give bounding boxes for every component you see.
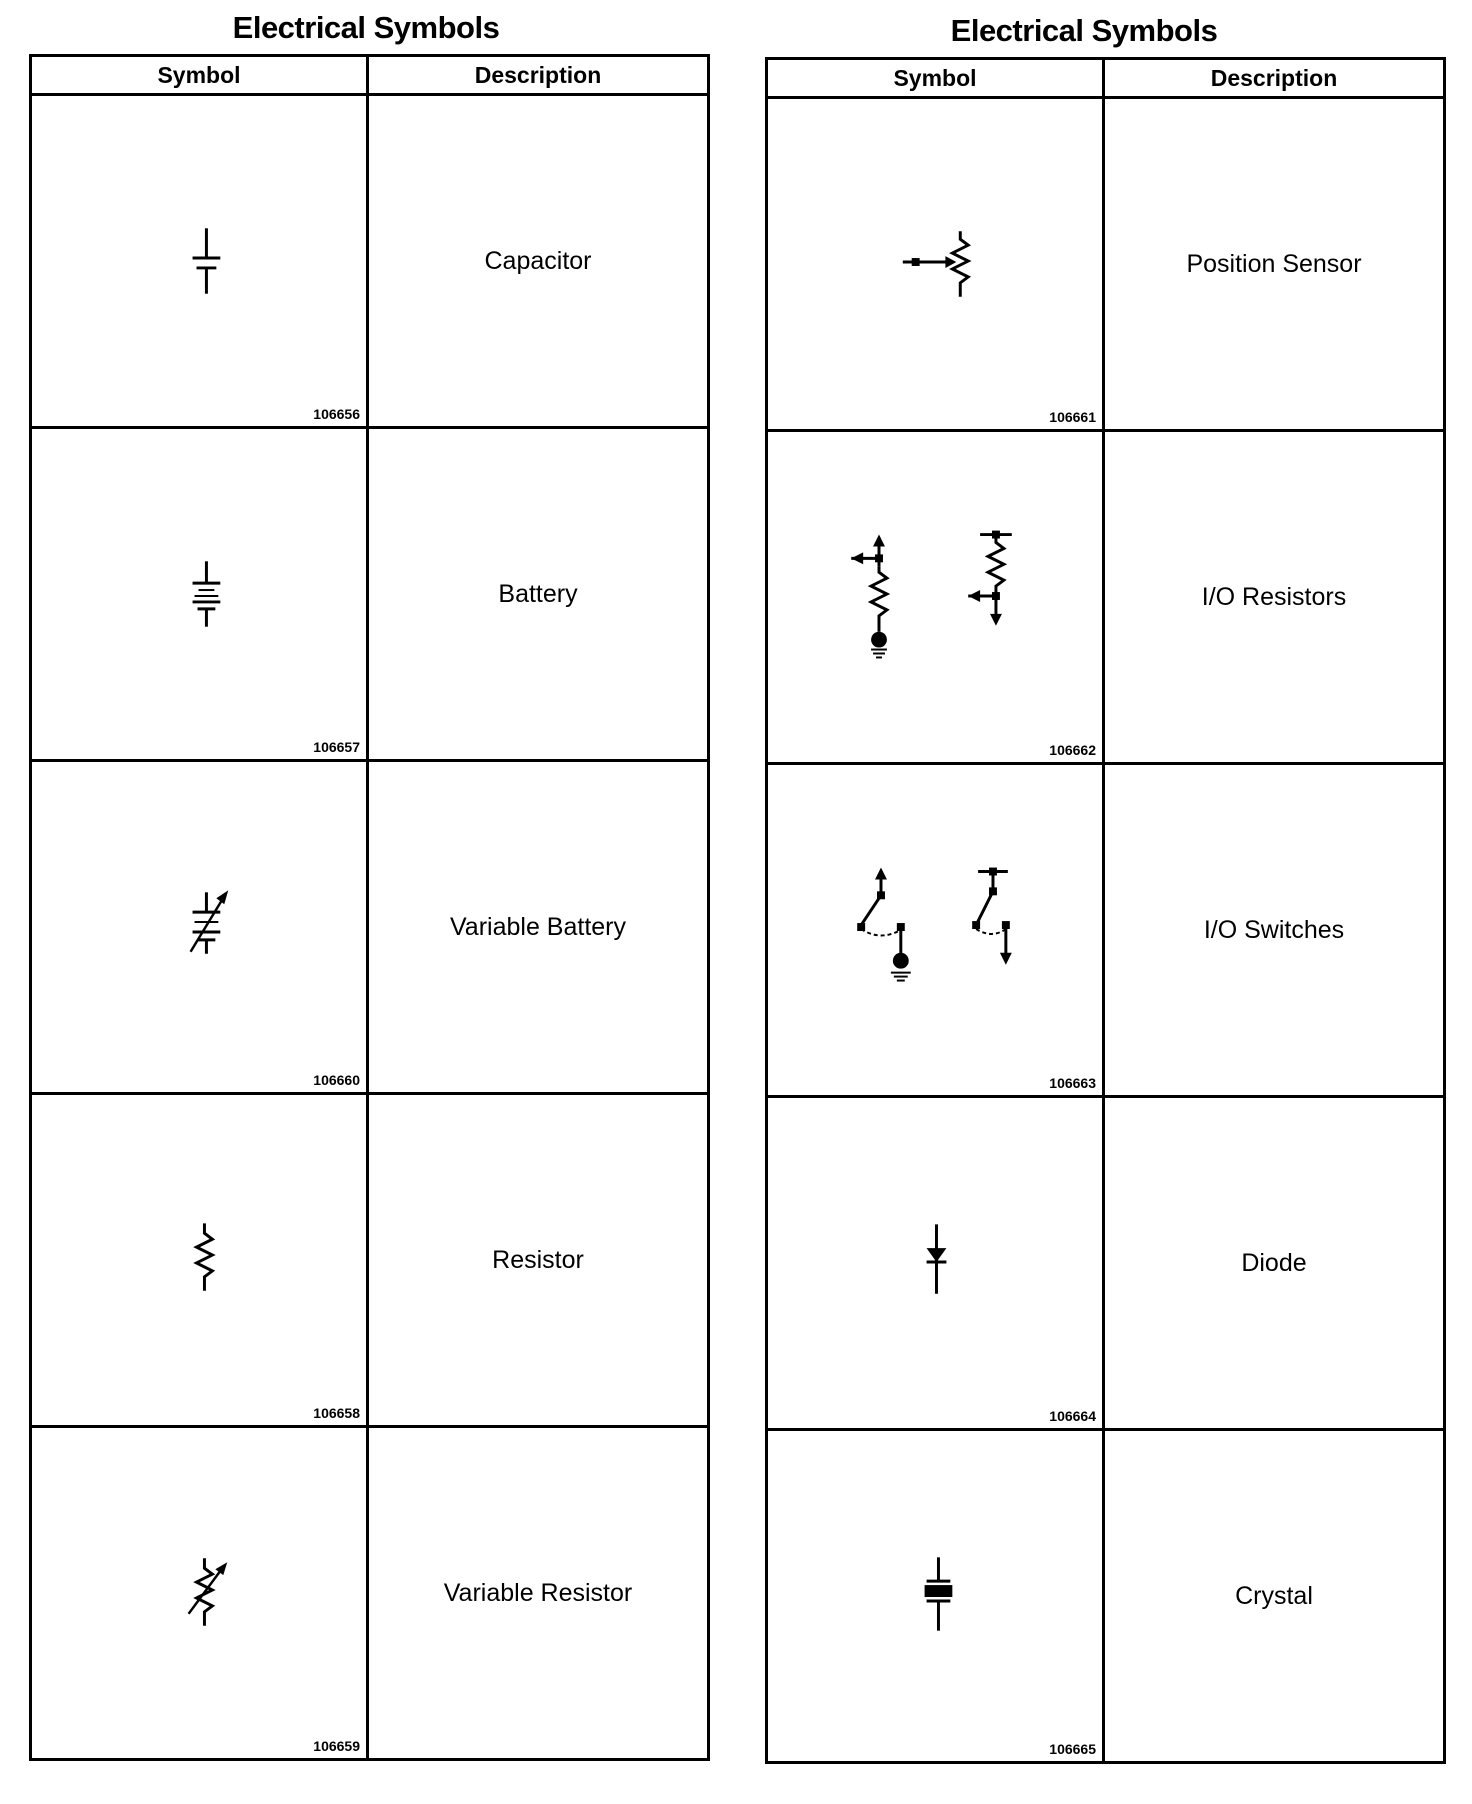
diode-icon [768,1098,1102,1428]
symbols-table [765,57,1446,1764]
symbol-cell [767,764,1104,1097]
table-row [767,98,1445,431]
symbol-cell [767,431,1104,764]
description-cell: Battery [368,428,709,761]
symbol-cell [767,98,1104,431]
table-row [31,761,709,1094]
table-row [767,1097,1445,1430]
right-panel [765,0,1443,1764]
description-cell: Variable Battery [368,761,709,1094]
symbol-column-header: Symbol [31,56,368,95]
panel-title: Electrical Symbols [950,13,1218,48]
figure-number: 106659 [313,1738,360,1754]
table-row [767,1430,1445,1763]
io-resistors-icon [768,432,1102,762]
position-sensor-icon [768,99,1102,429]
table-row [31,1427,709,1760]
figure-number: 106661 [1049,409,1096,425]
variable-resistor-icon [32,1428,366,1758]
figure-number: 106660 [313,1072,360,1088]
symbol-column-header: Symbol [767,59,1104,98]
description-cell: Resistor [368,1094,709,1427]
description-cell: I/O Resistors [1104,431,1445,764]
crystal-icon [768,1431,1102,1761]
symbols-table [29,54,710,1761]
symbol-cell [31,1094,368,1427]
table-header-row [767,59,1445,98]
description-cell: Diode [1104,1097,1445,1430]
figure-number: 106663 [1049,1075,1096,1091]
description-cell: Crystal [1104,1430,1445,1763]
table-row [767,431,1445,764]
description-column-header: Description [1104,59,1445,98]
figure-number: 106658 [313,1405,360,1421]
symbol-cell [767,1097,1104,1430]
description-cell: I/O Switches [1104,764,1445,1097]
io-switches-icon [768,765,1102,1095]
figure-number: 106665 [1049,1741,1096,1757]
symbol-cell [31,428,368,761]
figure-number: 106656 [313,406,360,422]
symbol-cell [31,95,368,428]
description-column-header: Description [368,56,709,95]
variable-battery-icon [32,762,366,1092]
symbol-cell [31,761,368,1094]
battery-icon [32,429,366,759]
table-row [767,764,1445,1097]
figure-number: 106657 [313,739,360,755]
table-row [31,1094,709,1427]
table-header-row [31,56,709,95]
figure-number: 106664 [1049,1408,1096,1424]
symbol-cell [767,1430,1104,1763]
table-row [31,428,709,761]
resistor-icon [32,1095,366,1425]
figure-number: 106662 [1049,742,1096,758]
description-cell: Variable Resistor [368,1427,709,1760]
symbol-cell [31,1427,368,1760]
left-panel [29,0,707,1761]
description-cell: Capacitor [368,95,709,428]
capacitor-icon [32,96,366,426]
table-row [31,95,709,428]
panel-title: Electrical Symbols [232,10,500,45]
description-cell: Position Sensor [1104,98,1445,431]
